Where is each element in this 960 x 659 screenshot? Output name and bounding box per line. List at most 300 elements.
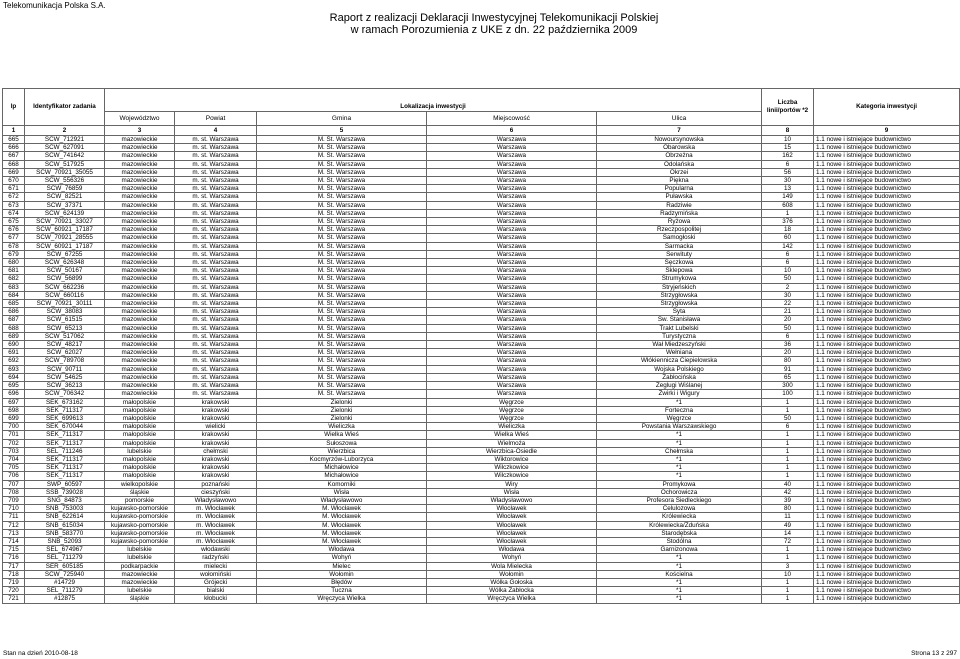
cell-gmina: M. St. Warszawa	[257, 152, 427, 160]
cell-wojewodztwo: mazowieckie	[105, 259, 175, 267]
cell-powiat: m. st. Warszawa	[175, 332, 257, 340]
cell-miejscowosc: Warszawa	[427, 291, 597, 299]
cell-wojewodztwo: mazowieckie	[105, 226, 175, 234]
cell-miejscowosc: Warszawa	[427, 152, 597, 160]
cell-lp: 715	[3, 546, 25, 554]
cell-kategoria: 1.1 nowe i istniejące budownictwo	[814, 570, 960, 578]
cell-powiat: m. st. Warszawa	[175, 291, 257, 299]
cell-ulica: Wojska Polskiego	[597, 365, 762, 373]
cell-miejscowosc: Warszawa	[427, 209, 597, 217]
cell-gmina: M. St. Warszawa	[257, 168, 427, 176]
cell-ulica: Św. Stanisława	[597, 316, 762, 324]
cell-lp: 691	[3, 349, 25, 357]
cell-miejscowosc: Wiktorowice	[427, 455, 597, 463]
cell-id: SEL_711279	[25, 587, 105, 595]
cell-lp: 707	[3, 480, 25, 488]
cell-powiat: chełmski	[175, 447, 257, 455]
cell-miejscowosc: Warszawa	[427, 357, 597, 365]
cell-gmina: M. Włocławek	[257, 513, 427, 521]
cell-id: SCW_37371	[25, 201, 105, 209]
cell-id: SNB_583770	[25, 529, 105, 537]
cell-powiat: krakowski	[175, 455, 257, 463]
cell-wojewodztwo: małopolskie	[105, 414, 175, 422]
cell-wojewodztwo: kujawsko-pomorskie	[105, 529, 175, 537]
table-row	[3, 537, 960, 545]
cell-lp: 703	[3, 447, 25, 455]
cell-kategoria: 1.1 nowe i istniejące budownictwo	[814, 168, 960, 176]
cell-ulica: *1	[597, 595, 762, 603]
cell-gmina: M. Włocławek	[257, 529, 427, 537]
cell-ulica: Profesora Siedleckiego	[597, 496, 762, 504]
cell-lp: 696	[3, 390, 25, 398]
cell-powiat: m. st. Warszawa	[175, 283, 257, 291]
cell-liczba: 1	[762, 439, 814, 447]
cell-kategoria: 1.1 nowe i istniejące budownictwo	[814, 316, 960, 324]
cell-ulica: *1	[597, 554, 762, 562]
cell-ulica: Sęczkowa	[597, 259, 762, 267]
header-num: 6	[427, 126, 597, 136]
cell-wojewodztwo: mazowieckie	[105, 373, 175, 381]
cell-kategoria: 1.1 nowe i istniejące budownictwo	[814, 562, 960, 570]
cell-wojewodztwo: małopolskie	[105, 472, 175, 480]
cell-miejscowosc: Włodawa	[427, 546, 597, 554]
cell-ulica: Syta	[597, 308, 762, 316]
table-row	[3, 505, 960, 513]
cell-lp: 678	[3, 242, 25, 250]
table-row	[3, 496, 960, 504]
table-row	[3, 587, 960, 595]
cell-gmina: Sułoszowa	[257, 439, 427, 447]
cell-kategoria: 1.1 nowe i istniejące budownictwo	[814, 488, 960, 496]
header-lokalizacja: Lokalizacja inwestycji	[105, 89, 762, 112]
cell-lp: 699	[3, 414, 25, 422]
cell-liczba: 39	[762, 496, 814, 504]
table-row	[3, 324, 960, 332]
cell-powiat: m. st. Warszawa	[175, 365, 257, 373]
table-row	[3, 300, 960, 308]
cell-powiat: m. st. Warszawa	[175, 316, 257, 324]
table-row	[3, 529, 960, 537]
cell-liczba: 10	[762, 267, 814, 275]
cell-liczba: 1	[762, 431, 814, 439]
cell-liczba: 14	[762, 529, 814, 537]
cell-liczba: 149	[762, 193, 814, 201]
cell-gmina: M. St. Warszawa	[257, 193, 427, 201]
cell-wojewodztwo: małopolskie	[105, 406, 175, 414]
cell-powiat: wielicki	[175, 423, 257, 431]
cell-liczba: 65	[762, 373, 814, 381]
cell-powiat: Grójecki	[175, 578, 257, 586]
report-table	[2, 88, 960, 604]
cell-liczba: 1	[762, 464, 814, 472]
cell-liczba: 608	[762, 201, 814, 209]
cell-kategoria: 1.1 nowe i istniejące budownictwo	[814, 267, 960, 275]
cell-kategoria: 1.1 nowe i istniejące budownictwo	[814, 259, 960, 267]
cell-ulica: Włókiennicza Ciepielowska	[597, 357, 762, 365]
report-subtitle: w ramach Porozumienia z UKE z dn. 22 października 2009	[350, 24, 638, 36]
cell-kategoria: 1.1 nowe i istniejące budownictwo	[814, 308, 960, 316]
cell-id: SCW_60921_17187	[25, 242, 105, 250]
cell-miejscowosc: Warszawa	[427, 300, 597, 308]
cell-id: SEL_711279	[25, 554, 105, 562]
cell-powiat: krakowski	[175, 414, 257, 422]
cell-wojewodztwo: mazowieckie	[105, 177, 175, 185]
cell-kategoria: 1.1 nowe i istniejące budownictwo	[814, 455, 960, 463]
cell-powiat: m. st. Warszawa	[175, 341, 257, 349]
cell-wojewodztwo: mazowieckie	[105, 193, 175, 201]
cell-powiat: m. st. Warszawa	[175, 177, 257, 185]
cell-lp: 714	[3, 537, 25, 545]
table-row	[3, 152, 960, 160]
cell-gmina: M. St. Warszawa	[257, 308, 427, 316]
cell-id: SNB_615034	[25, 521, 105, 529]
cell-ulica: Serwituty	[597, 250, 762, 258]
cell-liczba: 1	[762, 578, 814, 586]
cell-lp: 700	[3, 423, 25, 431]
cell-miejscowosc: Wólka Gołoska	[427, 578, 597, 586]
cell-lp: 666	[3, 144, 25, 152]
cell-ulica: Radziwie	[597, 201, 762, 209]
table-row	[3, 185, 960, 193]
cell-miejscowosc: Węgrzce	[427, 414, 597, 422]
cell-id: SCW_82521	[25, 193, 105, 201]
cell-powiat: m. st. Warszawa	[175, 185, 257, 193]
cell-liczba: 1	[762, 455, 814, 463]
cell-miejscowosc: Warszawa	[427, 324, 597, 332]
cell-id: SCW_70921_30111	[25, 300, 105, 308]
cell-ulica: Radzymińska	[597, 209, 762, 217]
cell-gmina: Zielonki	[257, 398, 427, 406]
cell-gmina: Wielka Wieś	[257, 431, 427, 439]
cell-liczba: 21	[762, 308, 814, 316]
cell-gmina: M. St. Warszawa	[257, 242, 427, 250]
cell-wojewodztwo: mazowieckie	[105, 267, 175, 275]
cell-ulica: Zabłocińska	[597, 373, 762, 381]
cell-lp: 682	[3, 275, 25, 283]
cell-lp: 717	[3, 562, 25, 570]
cell-wojewodztwo: mazowieckie	[105, 365, 175, 373]
cell-ulica: *1	[597, 431, 762, 439]
table-row	[3, 578, 960, 586]
cell-liczba: 3	[762, 562, 814, 570]
cell-powiat: krakowski	[175, 431, 257, 439]
cell-id: SCW_38083	[25, 308, 105, 316]
cell-lp: 671	[3, 185, 25, 193]
cell-id: #12875	[25, 595, 105, 603]
cell-ulica: Obarowska	[597, 144, 762, 152]
cell-kategoria: 1.1 nowe i istniejące budownictwo	[814, 587, 960, 595]
cell-gmina: M. St. Warszawa	[257, 209, 427, 217]
cell-powiat: m. Włocławek	[175, 513, 257, 521]
cell-liczba: 80	[762, 505, 814, 513]
cell-id: SWP_60597	[25, 480, 105, 488]
cell-lp: 667	[3, 152, 25, 160]
cell-ulica: Kościelna	[597, 570, 762, 578]
cell-kategoria: 1.1 nowe i istniejące budownictwo	[814, 423, 960, 431]
cell-id: SCW_67255	[25, 250, 105, 258]
cell-lp: 665	[3, 136, 25, 144]
table-row	[3, 472, 960, 480]
cell-ulica: Chełmska	[597, 447, 762, 455]
cell-miejscowosc: Warszawa	[427, 168, 597, 176]
table-row	[3, 464, 960, 472]
cell-lp: 673	[3, 201, 25, 209]
cell-ulica: Żwirki i Wigury	[597, 390, 762, 398]
cell-kategoria: 1.1 nowe i istniejące budownictwo	[814, 324, 960, 332]
cell-kategoria: 1.1 nowe i istniejące budownictwo	[814, 185, 960, 193]
table-row	[3, 439, 960, 447]
cell-lp: 705	[3, 464, 25, 472]
cell-miejscowosc: Wisła	[427, 488, 597, 496]
cell-miejscowosc: Warszawa	[427, 185, 597, 193]
cell-powiat: krakowski	[175, 472, 257, 480]
cell-miejscowosc: Wiry	[427, 480, 597, 488]
cell-wojewodztwo: mazowieckie	[105, 570, 175, 578]
cell-id: SEK_711317	[25, 406, 105, 414]
cell-id: SCW_70921_28555	[25, 234, 105, 242]
cell-liczba: 142	[762, 242, 814, 250]
table-row	[3, 308, 960, 316]
table-row	[3, 168, 960, 176]
cell-lp: 708	[3, 488, 25, 496]
cell-wojewodztwo: mazowieckie	[105, 382, 175, 390]
cell-gmina: M. St. Warszawa	[257, 324, 427, 332]
cell-miejscowosc: Warszawa	[427, 316, 597, 324]
cell-id: SCW_56899	[25, 275, 105, 283]
table-row	[3, 423, 960, 431]
cell-gmina: M. St. Warszawa	[257, 341, 427, 349]
cell-ulica: *1	[597, 472, 762, 480]
cell-kategoria: 1.1 nowe i istniejące budownictwo	[814, 177, 960, 185]
cell-powiat: m. st. Warszawa	[175, 242, 257, 250]
cell-liczba: 80	[762, 357, 814, 365]
table-row	[3, 201, 960, 209]
cell-gmina: Zielonki	[257, 414, 427, 422]
cell-powiat: m. st. Warszawa	[175, 349, 257, 357]
cell-kategoria: 1.1 nowe i istniejące budownictwo	[814, 250, 960, 258]
cell-gmina: Wohyń	[257, 554, 427, 562]
cell-wojewodztwo: mazowieckie	[105, 324, 175, 332]
cell-powiat: m. st. Warszawa	[175, 144, 257, 152]
cell-powiat: m. st. Warszawa	[175, 201, 257, 209]
cell-miejscowosc: Wilczkowice	[427, 472, 597, 480]
cell-gmina: Komorniki	[257, 480, 427, 488]
cell-gmina: M. St. Warszawa	[257, 382, 427, 390]
cell-id: SCW_90711	[25, 365, 105, 373]
header-num: 5	[257, 126, 427, 136]
cell-miejscowosc: Warszawa	[427, 259, 597, 267]
cell-lp: 693	[3, 365, 25, 373]
cell-id: SCW_48217	[25, 341, 105, 349]
cell-lp: 712	[3, 521, 25, 529]
cell-liczba: 11	[762, 513, 814, 521]
cell-miejscowosc: Włocławek	[427, 529, 597, 537]
footer-date: Stan na dzień 2010-08-18	[3, 650, 78, 657]
cell-liczba: 1	[762, 595, 814, 603]
cell-miejscowosc: Wierzbica-Osiedle	[427, 447, 597, 455]
cell-ulica: Garnizonowa	[597, 546, 762, 554]
cell-liczba: 1	[762, 472, 814, 480]
cell-lp: 688	[3, 324, 25, 332]
cell-liczba: 10	[762, 136, 814, 144]
cell-lp: 709	[3, 496, 25, 504]
cell-wojewodztwo: mazowieckie	[105, 201, 175, 209]
cell-ulica: Forteczna	[597, 406, 762, 414]
cell-kategoria: 1.1 nowe i istniejące budownictwo	[814, 546, 960, 554]
table-row	[3, 177, 960, 185]
cell-gmina: M. St. Warszawa	[257, 349, 427, 357]
cell-lp: 681	[3, 267, 25, 275]
cell-wojewodztwo: mazowieckie	[105, 160, 175, 168]
table-row	[3, 144, 960, 152]
cell-lp: 668	[3, 160, 25, 168]
cell-powiat: m. st. Warszawa	[175, 324, 257, 332]
cell-wojewodztwo: kujawsko-pomorskie	[105, 537, 175, 545]
cell-lp: 676	[3, 226, 25, 234]
cell-gmina: M. St. Warszawa	[257, 275, 427, 283]
cell-powiat: m. st. Warszawa	[175, 373, 257, 381]
cell-id: SCW_76859	[25, 185, 105, 193]
cell-ulica: Strzygłowska	[597, 300, 762, 308]
cell-id: SEK_711317	[25, 439, 105, 447]
cell-id: SEK_699613	[25, 414, 105, 422]
cell-powiat: kłobucki	[175, 595, 257, 603]
cell-ulica: Sklepowa	[597, 267, 762, 275]
cell-ulica: Nowoursynowska	[597, 136, 762, 144]
table-row	[3, 275, 960, 283]
cell-liczba: 1	[762, 587, 814, 595]
cell-liczba: 50	[762, 324, 814, 332]
cell-powiat: krakowski	[175, 398, 257, 406]
header-lp: lp	[3, 89, 25, 126]
table-row	[3, 226, 960, 234]
cell-liczba: 50	[762, 414, 814, 422]
cell-miejscowosc: Władysławowo	[427, 496, 597, 504]
cell-ulica: Promykowa	[597, 480, 762, 488]
cell-kategoria: 1.1 nowe i istniejące budownictwo	[814, 291, 960, 299]
cell-id: SEK_670044	[25, 423, 105, 431]
cell-miejscowosc: Warszawa	[427, 275, 597, 283]
cell-kategoria: 1.1 nowe i istniejące budownictwo	[814, 332, 960, 340]
cell-ulica: Strzygłowska	[597, 291, 762, 299]
cell-lp: 718	[3, 570, 25, 578]
cell-kategoria: 1.1 nowe i istniejące budownictwo	[814, 406, 960, 414]
cell-lp: 695	[3, 382, 25, 390]
header-miejscowosc: Miejscowość	[427, 112, 597, 126]
cell-ulica: Węgrzce	[597, 414, 762, 422]
cell-lp: 716	[3, 554, 25, 562]
cell-id: SCW_626348	[25, 259, 105, 267]
cell-powiat: wołomiński	[175, 570, 257, 578]
cell-powiat: poznański	[175, 480, 257, 488]
cell-ulica: *1	[597, 587, 762, 595]
cell-gmina: Michałowice	[257, 464, 427, 472]
cell-powiat: m. st. Warszawa	[175, 226, 257, 234]
table-row	[3, 513, 960, 521]
cell-gmina: M. Włocławek	[257, 537, 427, 545]
cell-lp: 706	[3, 472, 25, 480]
table-row	[3, 480, 960, 488]
header-powiat: Powiat	[175, 112, 257, 126]
cell-kategoria: 1.1 nowe i istniejące budownictwo	[814, 341, 960, 349]
cell-liczba: 60	[762, 234, 814, 242]
cell-liczba: 1	[762, 554, 814, 562]
cell-powiat: m. st. Warszawa	[175, 218, 257, 226]
cell-wojewodztwo: małopolskie	[105, 464, 175, 472]
cell-ulica: Stryjeńskich	[597, 283, 762, 291]
cell-kategoria: 1.1 nowe i istniejące budownictwo	[814, 480, 960, 488]
table-row	[3, 291, 960, 299]
cell-miejscowosc: Wołomin	[427, 570, 597, 578]
cell-wojewodztwo: mazowieckie	[105, 316, 175, 324]
cell-kategoria: 1.1 nowe i istniejące budownictwo	[814, 226, 960, 234]
cell-miejscowosc: Warszawa	[427, 226, 597, 234]
table-row	[3, 259, 960, 267]
cell-ulica: *1	[597, 398, 762, 406]
cell-kategoria: 1.1 nowe i istniejące budownictwo	[814, 234, 960, 242]
cell-id: SEL_711246	[25, 447, 105, 455]
cell-powiat: m. st. Warszawa	[175, 390, 257, 398]
cell-kategoria: 1.1 nowe i istniejące budownictwo	[814, 439, 960, 447]
cell-ulica: Rzeczpospolitej	[597, 226, 762, 234]
cell-gmina: M. St. Warszawa	[257, 267, 427, 275]
cell-gmina: M. St. Warszawa	[257, 259, 427, 267]
cell-ulica: Ryżowa	[597, 218, 762, 226]
cell-wojewodztwo: mazowieckie	[105, 275, 175, 283]
cell-wojewodztwo: małopolskie	[105, 431, 175, 439]
cell-lp: 684	[3, 291, 25, 299]
cell-id: SCW_54625	[25, 373, 105, 381]
cell-gmina: M. St. Warszawa	[257, 201, 427, 209]
table-row	[3, 242, 960, 250]
cell-kategoria: 1.1 nowe i istniejące budownictwo	[814, 496, 960, 504]
cell-id: SCW_725940	[25, 570, 105, 578]
cell-gmina: M. St. Warszawa	[257, 390, 427, 398]
company-name: Telekomunikacja Polska S.A.	[3, 1, 106, 10]
cell-powiat: bialski	[175, 587, 257, 595]
cell-wojewodztwo: mazowieckie	[105, 250, 175, 258]
cell-miejscowosc: Wieliczka	[427, 423, 597, 431]
cell-kategoria: 1.1 nowe i istniejące budownictwo	[814, 382, 960, 390]
cell-kategoria: 1.1 nowe i istniejące budownictwo	[814, 357, 960, 365]
footer-page: Strona 13 z 297	[911, 650, 957, 657]
cell-powiat: m. st. Warszawa	[175, 234, 257, 242]
cell-liczba: 20	[762, 316, 814, 324]
cell-miejscowosc: Wólka Zabłocka	[427, 587, 597, 595]
cell-id: SCW_789708	[25, 357, 105, 365]
cell-gmina: M. St. Warszawa	[257, 291, 427, 299]
cell-kategoria: 1.1 nowe i istniejące budownictwo	[814, 300, 960, 308]
table-row	[3, 218, 960, 226]
table-row	[3, 193, 960, 201]
table-row	[3, 341, 960, 349]
cell-kategoria: 1.1 nowe i istniejące budownictwo	[814, 373, 960, 381]
cell-liczba: 1	[762, 546, 814, 554]
table-row	[3, 357, 960, 365]
cell-liczba: 1	[762, 406, 814, 414]
cell-wojewodztwo: mazowieckie	[105, 144, 175, 152]
cell-wojewodztwo: mazowieckie	[105, 185, 175, 193]
cell-lp: 702	[3, 439, 25, 447]
cell-liczba: 30	[762, 291, 814, 299]
cell-id: SCW_60921_17187	[25, 226, 105, 234]
cell-ulica: Wał Miedzeszyński	[597, 341, 762, 349]
cell-powiat: m. Włocławek	[175, 537, 257, 545]
cell-liczba: 6	[762, 423, 814, 431]
cell-ulica: *1	[597, 578, 762, 586]
cell-gmina: M. St. Warszawa	[257, 218, 427, 226]
cell-ulica: Stodólna	[597, 537, 762, 545]
